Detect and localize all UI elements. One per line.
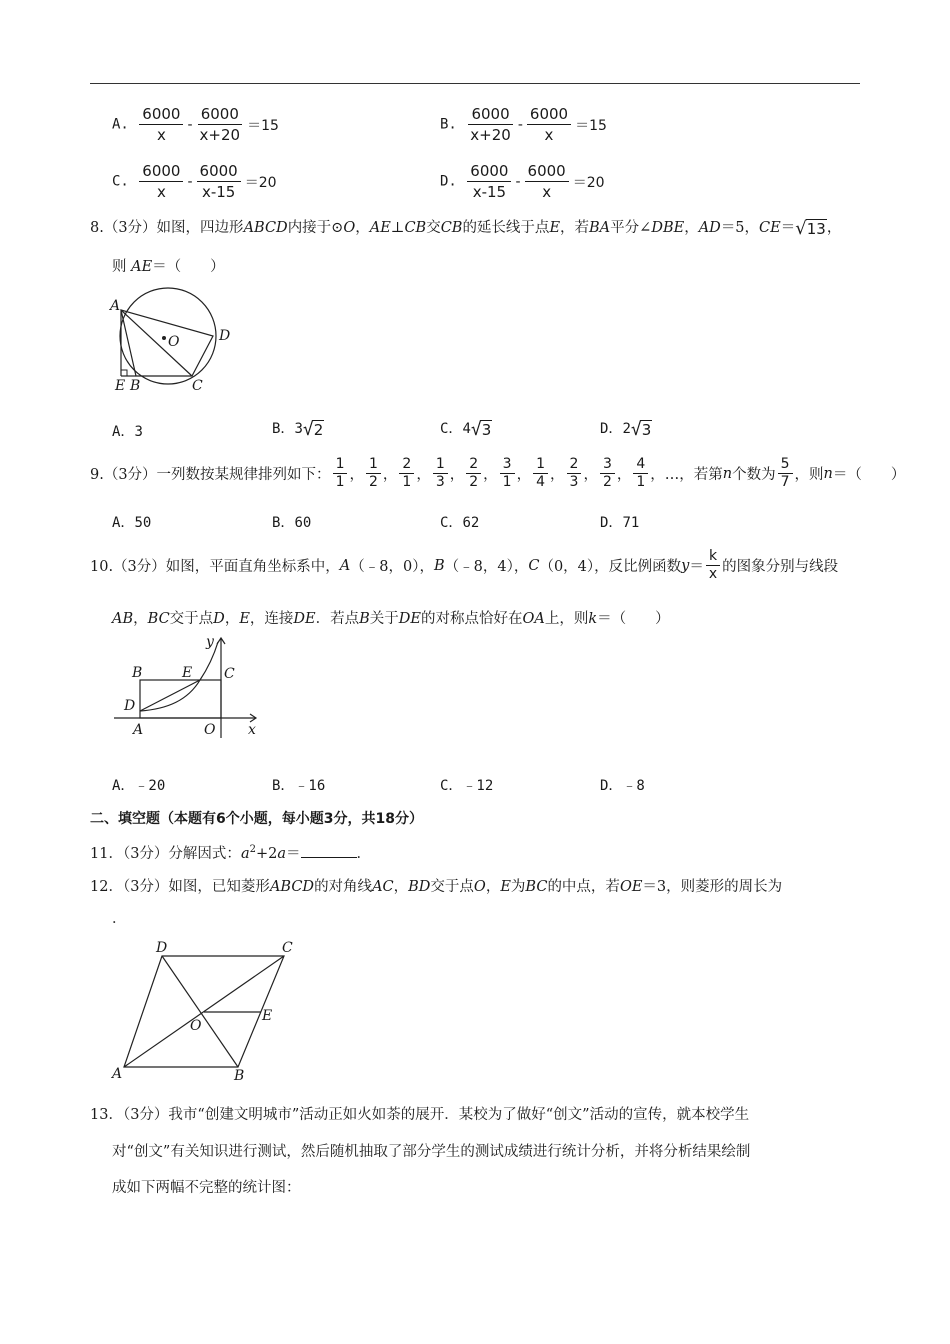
text: ＝5， — [720, 220, 760, 236]
radical — [795, 219, 827, 238]
numerator: 2 — [399, 456, 414, 474]
text: a — [240, 846, 250, 862]
q12-answer-dot: ． — [112, 911, 127, 927]
text: ＝ — [780, 220, 796, 236]
label-o: O — [190, 1018, 202, 1034]
equation-rhs: ＝15 — [575, 117, 607, 134]
numerator: 1 — [533, 456, 548, 474]
denominator: x+20 — [199, 126, 241, 144]
q9-option-b — [272, 512, 311, 532]
text: ， — [393, 879, 409, 895]
text: ⊥ — [390, 220, 405, 236]
option-letter: D． — [600, 515, 623, 531]
option-letter: C． — [440, 421, 463, 437]
q12-stem-line1 — [90, 875, 782, 896]
label-e: E — [115, 378, 126, 394]
label-d: D — [156, 940, 168, 956]
sequence-fraction — [567, 456, 582, 491]
text: AC — [372, 879, 394, 895]
option-letter: D． — [600, 421, 623, 437]
q13-stem-line1: 13．（3分）我市“创建文明城市”活动正如火如荼的展开．某校为了做好“创文”活动的宣传，就本校学生 — [90, 1107, 750, 1123]
sequence-fraction — [433, 456, 448, 491]
sequence-fraction — [500, 456, 515, 491]
text: ，连接 — [249, 611, 294, 627]
fraction — [467, 161, 511, 202]
answer-blank[interactable] — [301, 843, 357, 858]
text: （﹣8，0）， — [350, 559, 434, 575]
denominator: 3 — [569, 474, 579, 490]
option-value: 71 — [622, 515, 640, 531]
text: 为 — [510, 879, 526, 895]
numerator: 3 — [600, 456, 615, 474]
denominator: 1 — [502, 474, 512, 490]
label-c: C — [282, 940, 293, 956]
option-letter: C. — [112, 173, 129, 190]
text: 8.（3分）如图，四边形 — [90, 220, 244, 236]
option-letter: A. — [112, 116, 129, 133]
text: CB — [440, 220, 463, 236]
q9-option-d — [600, 512, 639, 532]
q7-option-a — [112, 104, 281, 145]
numerator: 2 — [466, 456, 481, 474]
text: 的图象分别与线段 — [722, 559, 839, 575]
option-letter: B． — [272, 778, 295, 794]
denominator: x+20 — [470, 126, 511, 144]
numerator: 6000 — [468, 104, 512, 125]
option-letter: B． — [272, 421, 295, 437]
denominator: 2 — [469, 474, 479, 490]
numerator: 5 — [778, 456, 793, 474]
text: AE — [369, 220, 391, 236]
label-e: E — [262, 1008, 273, 1024]
text: 的对称点恰好在 — [421, 611, 523, 627]
fraction — [467, 104, 514, 145]
fraction — [525, 161, 569, 202]
q7-option-d — [440, 161, 607, 202]
text: 关于 — [369, 611, 399, 627]
numerator: 2 — [567, 456, 582, 474]
text: A — [339, 557, 351, 574]
numerator: 3 — [500, 456, 515, 474]
sequence-fraction — [533, 456, 548, 491]
label-a: A — [112, 1066, 123, 1082]
option-letter: C． — [440, 778, 463, 794]
radical — [471, 420, 492, 439]
radical — [631, 420, 652, 439]
label-x: x — [248, 722, 256, 738]
q13-stem-line2: 对“创文”有关知识进行测试，然后随机抽取了部分学生的测试成绩进行统计分析，并将分析结果绘制 — [112, 1144, 751, 1160]
option-letter: B． — [272, 515, 295, 531]
label-d: D — [219, 328, 231, 344]
numerator: 4 — [633, 456, 648, 474]
numerator: 6000 — [197, 161, 241, 182]
comma: ， — [550, 467, 565, 483]
text: B — [433, 557, 445, 574]
section-heading: 二、填空题（本题有6个小题，每小题3分，共18分） — [90, 811, 423, 827]
text: C — [528, 557, 540, 574]
text: ， — [684, 220, 699, 236]
q11-stem — [90, 842, 371, 863]
numerator: 6000 — [139, 104, 183, 125]
option-value: 50 — [134, 515, 152, 531]
q8-stem-line2 — [112, 255, 225, 276]
text: B — [359, 611, 370, 627]
option-letter: D． — [600, 778, 623, 794]
text: BA — [589, 220, 611, 236]
label-b: B — [234, 1068, 245, 1082]
option-letter: A． — [112, 778, 135, 794]
radical — [303, 420, 324, 439]
text: AD — [698, 220, 721, 236]
text: ， — [355, 220, 370, 236]
text: 11．（3分）分解因式： — [90, 846, 241, 862]
text: 交 — [426, 220, 441, 236]
q8-option-b — [272, 418, 324, 439]
denominator: 1 — [335, 474, 345, 490]
radicand: 2 — [313, 420, 324, 439]
text: ． — [356, 846, 371, 862]
text: ＝ — [689, 559, 704, 575]
q10-stem-line1 — [90, 548, 838, 583]
text: O — [473, 879, 486, 895]
quadrilateral-abcd — [121, 310, 213, 376]
option-value: 62 — [462, 515, 480, 531]
denominator: x — [542, 183, 552, 201]
text: ＝（ ） — [597, 611, 670, 627]
option-value: ﹣16 — [294, 778, 326, 794]
text: DE — [293, 611, 316, 627]
text: 交于点 — [430, 879, 474, 895]
label-c: C — [192, 378, 203, 394]
numerator: 6000 — [525, 161, 569, 182]
text: 上，则 — [544, 611, 589, 627]
q8-option-d — [600, 418, 652, 439]
q7-option-b — [440, 104, 609, 145]
operator: - — [187, 116, 193, 133]
label-o: O — [168, 334, 180, 350]
sequence-fraction — [333, 456, 348, 491]
text: 交于点 — [169, 611, 214, 627]
operator: - — [187, 173, 193, 190]
option-value: ﹣12 — [462, 778, 494, 794]
text: O — [343, 220, 356, 236]
text: ，则 — [794, 467, 824, 483]
text: +2 — [255, 846, 278, 862]
comma: ， — [616, 467, 632, 483]
numerator: 6000 — [139, 161, 183, 182]
text: ＝3，则菱形的周长为 — [642, 879, 783, 895]
equation-rhs: ＝20 — [572, 174, 605, 191]
denominator: x — [156, 183, 166, 201]
text: OA — [522, 611, 545, 627]
label-c: C — [224, 666, 235, 682]
denominator: x-15 — [201, 183, 236, 201]
option-letter: A． — [112, 515, 135, 531]
text: 则 — [112, 259, 132, 275]
option-value: ﹣8 — [622, 778, 645, 794]
numerator: 6000 — [527, 104, 571, 125]
text: ＝（ ） — [832, 467, 906, 483]
denominator: 4 — [536, 474, 546, 490]
denominator: x — [708, 566, 718, 582]
denominator: 3 — [435, 474, 445, 490]
sequence-fraction — [600, 456, 615, 491]
center-dot — [162, 336, 166, 340]
q10-coordinate-figure — [108, 630, 268, 745]
option-letter: A． — [112, 424, 135, 440]
fraction — [139, 161, 183, 202]
text: n — [722, 465, 733, 482]
denominator: 1 — [402, 474, 412, 490]
q13-stem-line3: 成如下两幅不完整的统计图： — [112, 1180, 301, 1196]
denominator: x — [544, 126, 554, 144]
target-fraction — [778, 456, 793, 491]
option-letter: C． — [440, 515, 463, 531]
text: ， — [826, 220, 842, 236]
text: 的对角线 — [314, 879, 373, 895]
label-b: B — [132, 665, 143, 681]
q12-rhombus-figure — [108, 932, 308, 1082]
text: BC — [525, 879, 548, 895]
q10-stem-line2 — [112, 607, 670, 628]
option-value: ﹣20 — [134, 778, 166, 794]
text: 的中点，若 — [547, 879, 620, 895]
numerator: 1 — [333, 456, 348, 474]
hyperbola-curve — [140, 642, 218, 711]
text: BC — [147, 611, 170, 627]
header-rule — [90, 83, 860, 84]
q8-stem-line1 — [90, 216, 841, 238]
option-value: 3 — [134, 424, 143, 440]
text: BD — [408, 879, 431, 895]
text: （﹣8，4）， — [444, 559, 529, 575]
fraction — [197, 104, 244, 145]
radicand: 13 — [806, 219, 826, 238]
label-o: O — [204, 722, 216, 738]
sqrt-icon: √ — [630, 418, 642, 440]
text: ， — [133, 611, 148, 627]
q10-option-c — [440, 775, 493, 795]
text: OE — [619, 879, 643, 895]
text: 平分∠ — [610, 220, 652, 236]
option-value: 60 — [294, 515, 312, 531]
option-value: 3 — [294, 421, 303, 437]
text: ， — [485, 879, 501, 895]
q8-circle-figure — [108, 286, 238, 396]
q9-option-a — [112, 512, 151, 532]
label-y: y — [206, 634, 214, 650]
text: ，若 — [560, 220, 590, 236]
sqrt-icon: √ — [470, 418, 482, 440]
operator: - — [517, 116, 523, 133]
text: ＝（ ） — [152, 259, 225, 275]
denominator: x — [156, 126, 166, 144]
numerator: 1 — [433, 456, 448, 474]
text: y — [681, 557, 690, 574]
q9-stem — [90, 456, 905, 491]
text: AB — [112, 611, 134, 627]
sequence-fraction — [399, 456, 414, 491]
text: （0，4），反比例函数 — [539, 559, 682, 575]
numerator: 1 — [366, 456, 381, 474]
sqrt-icon: √ — [302, 418, 314, 440]
option-value: 2 — [622, 421, 631, 437]
fraction — [139, 104, 183, 145]
q10-option-b — [272, 775, 325, 795]
q9-option-c — [440, 512, 479, 532]
q7-option-c — [112, 161, 279, 202]
text: 10.（3分）如图，平面直角坐标系中， — [90, 559, 340, 575]
sequence-fraction — [366, 456, 381, 491]
segment-de — [140, 680, 200, 711]
label-a: A — [133, 722, 144, 738]
option-letter: B. — [440, 116, 457, 133]
text: 9.（3分）一列数按某规律排列如下： — [90, 467, 331, 483]
fraction — [197, 161, 241, 202]
option-letter: D. — [440, 173, 457, 190]
radicand: 3 — [641, 420, 652, 439]
sequence-fractions — [331, 456, 651, 491]
text: E — [239, 611, 250, 627]
denominator: 2 — [368, 474, 378, 490]
q10-option-d — [600, 775, 645, 795]
q8-option-a — [112, 421, 143, 441]
sqrt-icon: √ — [795, 217, 807, 239]
denominator: 7 — [780, 474, 790, 490]
label-d: D — [124, 698, 136, 714]
exponent: 2 — [249, 844, 256, 856]
option-value: 4 — [462, 421, 471, 437]
comma: ， — [349, 467, 364, 483]
text: 内接于⊙ — [287, 220, 344, 236]
comma: ， — [583, 467, 598, 483]
sequence-fraction — [633, 456, 648, 491]
text: 个数为 — [732, 467, 776, 483]
sequence-fraction — [466, 456, 481, 491]
numerator: 6000 — [467, 161, 511, 182]
text: n — [823, 465, 833, 482]
text: ＝ — [286, 846, 301, 862]
operator: - — [515, 173, 521, 190]
numerator: k — [706, 548, 720, 566]
denominator: 1 — [636, 474, 646, 490]
text: D — [213, 611, 225, 627]
radicand: 3 — [481, 420, 492, 439]
label-a: A — [110, 298, 121, 314]
denominator: x-15 — [472, 183, 507, 201]
label-e: E — [182, 665, 193, 681]
q10-option-a — [112, 775, 165, 795]
text: E — [549, 220, 561, 236]
right-angle-mark — [121, 370, 127, 376]
text: k — [588, 611, 598, 627]
equation-rhs: ＝20 — [244, 174, 277, 191]
q8-option-c — [440, 418, 492, 439]
text: CE — [759, 220, 781, 236]
comma: ， — [516, 467, 532, 483]
comma: ， — [449, 467, 465, 483]
text: E — [500, 879, 511, 895]
text: DE — [398, 611, 421, 627]
fraction-k-over-x — [706, 548, 720, 583]
comma: ， — [416, 467, 431, 483]
text: AE — [131, 259, 153, 275]
comma: ， — [483, 467, 498, 483]
equation-rhs: ＝15 — [247, 117, 279, 134]
text: ABCD — [243, 220, 288, 236]
text: ABCD — [269, 879, 315, 895]
text: ．若点 — [315, 611, 360, 627]
text: CB — [404, 220, 427, 236]
text: 的延长线于点 — [462, 220, 550, 236]
text: a — [277, 846, 286, 862]
text: ，…，若第 — [650, 467, 723, 483]
numerator: 6000 — [198, 104, 242, 125]
comma: ， — [382, 467, 398, 483]
text: ， — [224, 611, 240, 627]
fraction — [527, 104, 571, 145]
text: DBE — [651, 220, 685, 236]
denominator: 2 — [602, 474, 612, 490]
label-b: B — [130, 378, 141, 394]
text: 12．（3分）如图，已知菱形 — [90, 879, 270, 895]
